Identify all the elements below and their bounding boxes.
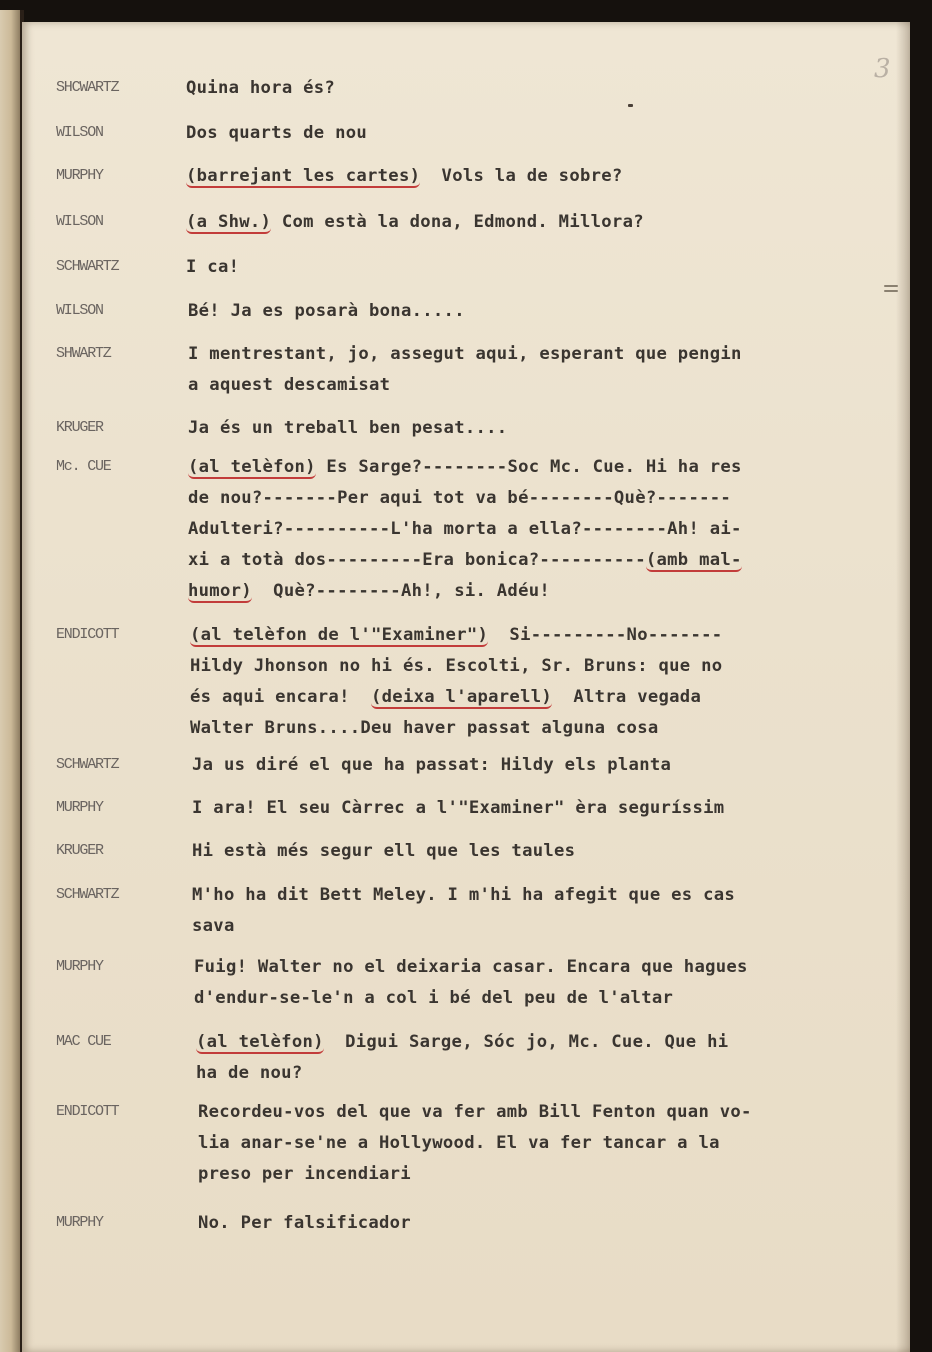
speaker-name: Mc. CUE: [56, 458, 111, 475]
speaker-name: MURPHY: [56, 958, 103, 975]
dialogue-text: [186, 73, 335, 104]
spoken-text: M'ho ha dit Bett Meley. I m'hi ha afegit que es cas: [192, 885, 736, 905]
dialogue-text: [198, 1097, 752, 1190]
dialogue-text: [186, 207, 644, 238]
dialogue-line: [188, 452, 742, 483]
spoken-text: és aqui encara!: [190, 687, 372, 707]
spoken-text: Ja us diré el que ha passat: Hildy els planta: [192, 755, 672, 775]
stage-direction: (a Shw.): [186, 212, 272, 232]
stage-direction: (barrejant les cartes): [186, 166, 421, 186]
dialogue-text: [198, 1208, 411, 1239]
speaker-name: SCHWARTZ: [56, 886, 119, 903]
spoken-text: Recordeu-vos del que va fer amb Bill Fenton quan vo-: [198, 1102, 752, 1122]
spoken-text: preso per incendiari: [198, 1164, 411, 1184]
dialogue-text: [192, 836, 575, 867]
dialogue-line: [190, 651, 722, 682]
dialogue-text: [186, 161, 623, 192]
dialogue-line: [192, 750, 671, 781]
previous-page-edge: [0, 10, 20, 1352]
spoken-text: ha de nou?: [196, 1063, 303, 1083]
dialogue-line: [188, 296, 465, 327]
speaker-name: MAC CUE: [56, 1033, 111, 1050]
dialogue-line: [196, 1027, 728, 1058]
spoken-text: sava: [192, 916, 235, 936]
spoken-text: Walter Bruns....Deu haver passat alguna cosa: [190, 718, 659, 738]
dialogue-line: [190, 620, 722, 651]
script-page: [22, 22, 910, 1352]
spoken-text: Què?--------Ah!, si. Adéu!: [251, 581, 551, 601]
dialogue-text: [192, 880, 735, 942]
dialogue-line: [196, 1058, 728, 1089]
spoken-text: No. Per falsificador: [198, 1213, 411, 1233]
speaker-name: WILSON: [56, 124, 103, 141]
dialogue-line: [188, 576, 742, 607]
dialogue-text: [186, 118, 367, 149]
spoken-text: Hi està més segur ell que les taules: [192, 841, 576, 861]
dialogue-line: [192, 880, 735, 911]
dialogue-text: [186, 252, 239, 283]
spoken-text: de nou?-------Per aqui tot va bé--------Què?-------: [188, 488, 732, 508]
spoken-text: I ara! El seu Càrrec a l'"Examiner" èra seguríssim: [192, 798, 725, 818]
dialogue-line: [188, 339, 742, 370]
spoken-text: Dos quarts de nou: [186, 123, 368, 143]
stage-direction: (al telèfon de l'"Examiner"): [190, 625, 489, 645]
stage-direction: (al telèfon): [196, 1032, 324, 1052]
spoken-text: Adulteri?----------L'ha morta a ella?--------Ah! ai-: [188, 519, 742, 539]
ink-speck: [884, 285, 898, 287]
spoken-text: Quina hora és?: [186, 78, 336, 98]
dialogue-line: [186, 118, 367, 149]
stage-direction: (amb mal-: [645, 550, 742, 570]
dialogue-line: [190, 682, 722, 713]
dialogue-line: [186, 207, 644, 238]
spoken-text: Fuig! Walter no el deixaria casar. Encara que hagues: [194, 957, 748, 977]
speaker-name: SCHWARTZ: [56, 258, 119, 275]
spoken-text: d'endur-se-le'n a col i bé del peu de l'altar: [194, 988, 674, 1008]
dialogue-line: [192, 793, 724, 824]
spoken-text: Com està la dona, Edmond. Millora?: [271, 212, 644, 232]
page-number: 3: [874, 54, 891, 84]
dialogue-text: [192, 793, 724, 824]
speaker-name: KRUGER: [56, 419, 103, 436]
dialogue-line: [188, 483, 742, 514]
speaker-name: MURPHY: [56, 167, 103, 184]
speaker-name: WILSON: [56, 302, 103, 319]
dialogue-text: [194, 952, 748, 1014]
dialogue-line: [186, 252, 239, 283]
spoken-text: Bé! Ja es posarà bona.....: [188, 301, 465, 321]
speaker-name: ENDICOTT: [56, 626, 119, 643]
dialogue-line: [198, 1097, 752, 1128]
page-right-edge: [896, 22, 910, 1352]
dialogue-line: [188, 413, 507, 444]
dialogue-line: [198, 1159, 752, 1190]
dialogue-line: [188, 514, 742, 545]
dialogue-line: [198, 1208, 411, 1239]
stage-direction: (deixa l'aparell): [371, 687, 553, 707]
dialogue-line: [186, 73, 335, 104]
dialogue-line: [190, 713, 722, 744]
speaker-name: SHCWARTZ: [56, 79, 119, 96]
stage-direction: humor): [188, 581, 252, 601]
dialogue-text: [192, 750, 671, 781]
dialogue-line: [188, 370, 742, 401]
dialogue-line: [194, 983, 748, 1014]
dialogue-text: [188, 413, 507, 444]
speaker-name: SCHWARTZ: [56, 756, 119, 773]
spoken-text: Ja és un treball ben pesat....: [188, 418, 508, 438]
dialogue-line: [192, 911, 735, 942]
spoken-text: Vols la de sobre?: [420, 166, 623, 186]
dialogue-line: [194, 952, 748, 983]
spoken-text: Hildy Jhonson no hi és. Escolti, Sr. Bruns: que no: [190, 656, 723, 676]
spoken-text: a aquest descamisat: [188, 375, 391, 395]
dialogue-line: [186, 161, 623, 192]
spoken-text: I ca!: [186, 257, 240, 277]
spoken-text: Es Sarge?--------Soc Mc. Cue. Hi ha res: [315, 457, 742, 477]
spoken-text: Digui Sarge, Sóc jo, Mc. Cue. Que hi: [323, 1032, 729, 1052]
dialogue-line: [188, 545, 742, 576]
speaker-name: ENDICOTT: [56, 1103, 119, 1120]
speaker-name: KRUGER: [56, 842, 103, 859]
ink-speck: [628, 104, 633, 107]
dialogue-text: [188, 296, 465, 327]
speaker-name: SHWARTZ: [56, 345, 111, 362]
dialogue-line: [198, 1128, 752, 1159]
spoken-text: xi a totà dos---------Era bonica?----------: [188, 550, 646, 570]
spoken-text: Si---------No-------: [488, 625, 723, 645]
dialogue-text: [190, 620, 722, 744]
speaker-name: MURPHY: [56, 1214, 103, 1231]
ink-speck: [884, 290, 898, 292]
speaker-name: MURPHY: [56, 799, 103, 816]
dialogue-text: [188, 339, 742, 401]
dialogue-text: [196, 1027, 728, 1089]
speaker-name: WILSON: [56, 213, 103, 230]
spoken-text: lia anar-se'ne a Hollywood. El va fer tancar a la: [198, 1133, 720, 1153]
dialogue-text: [188, 452, 742, 607]
spoken-text: Altra vegada: [552, 687, 702, 707]
spoken-text: I mentrestant, jo, assegut aqui, esperant que pengin: [188, 344, 742, 364]
dialogue-line: [192, 836, 575, 867]
stage-direction: (al telèfon): [188, 457, 316, 477]
